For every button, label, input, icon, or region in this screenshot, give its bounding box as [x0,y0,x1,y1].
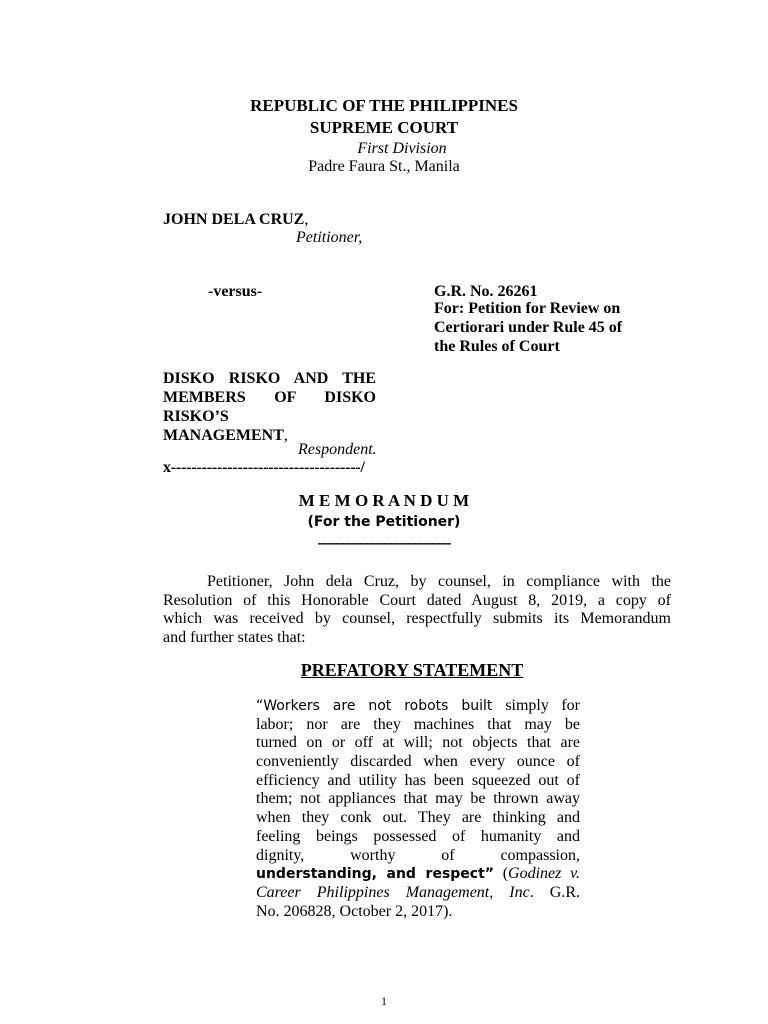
petition-type-line: the Rules of Court [434,338,560,355]
memorandum-subtitle: (For the Petitioner) [307,514,461,530]
intro-line: and further states that: [163,628,306,646]
quote-case-name-cont: Career Philippines Management, Inc [256,883,530,901]
intro-line: which was received by counsel, respectfully submits its Memorandum [163,610,671,627]
quote-line: dignity, worthy of compassion, [256,846,580,864]
respondent-line: MEMBERS OF DISKO [163,389,376,406]
quote-line: feeling beings possessed of humanity and [256,827,580,845]
quote-line: turned on or off at will; not objects that are [256,734,580,752]
quote-line: No. 206828, October 2, 2017). [256,902,453,920]
quote-line: conveniently discarded when every ounce of [256,753,580,771]
petition-type [434,299,622,356]
quote-case-name: Godinez v. [508,865,580,883]
respondent-line: RISKO’S [163,408,229,425]
respondent-block [163,369,376,445]
quote-line: efficiency and utility has been squeezed out of [256,771,580,789]
section-heading [28,660,768,680]
quote-line: when they conk out. They are thinking and [256,809,580,827]
petitioner-role: Petitioner, [296,229,363,246]
petition-type-line: For: Petition for Review on [434,300,621,317]
memorandum-underline: ______________________ [318,529,450,545]
respondent-role: Respondent. [298,441,377,458]
page-number: 1 [381,994,387,1008]
petitioner-comma: , [304,211,309,228]
memorandum-title: M E M O R A N D U M [298,491,470,510]
quote-line [256,884,580,903]
versus-label: -versus- [208,283,263,300]
quote-line: them; not appliances that may be thrown away [256,790,580,808]
republic-heading: REPUBLIC OF THE PHILIPPINES [250,96,518,115]
quote-emphasis: understanding, and respect” [256,866,494,883]
quote-opening-end: simply for [505,697,580,714]
quote-line: labor; nor are they machines that may be [256,715,580,733]
petition-type-line: Certiorari under Rule 45 of [434,319,623,336]
prefatory-quote [256,697,580,921]
respondent-line: DISKO RISKO AND THE [163,370,376,387]
intro-line: Resolution of this Honorable Court dated August 8, 2019, a copy of [163,591,671,609]
prefatory-statement-heading: PREFATORY STATEMENT [300,660,524,680]
quote-gr-label: . G.R. [529,883,580,901]
gr-number: G.R. No. 26261 [434,283,538,300]
quote-opening: “Workers are not robots built [256,698,506,714]
quote-line [256,865,580,884]
respondent-management: MANAGEMENT [163,427,284,444]
division-label: First Division [357,140,447,157]
caption-separator: x-------------------------------------/ [163,459,365,476]
court-address: Padre Faura St., Manila [308,158,460,175]
quote-line [256,697,580,716]
respondent-comma: , [283,427,288,444]
petitioner-block [163,211,308,229]
intro-line: Petitioner, John dela Cruz, by counsel, in compliance with the [207,573,671,590]
intro-paragraph [163,573,671,647]
quote-paren: ( [493,865,509,883]
court-heading: SUPREME COURT [309,118,459,137]
petitioner-name: JOHN DELA CRUZ [163,211,305,228]
